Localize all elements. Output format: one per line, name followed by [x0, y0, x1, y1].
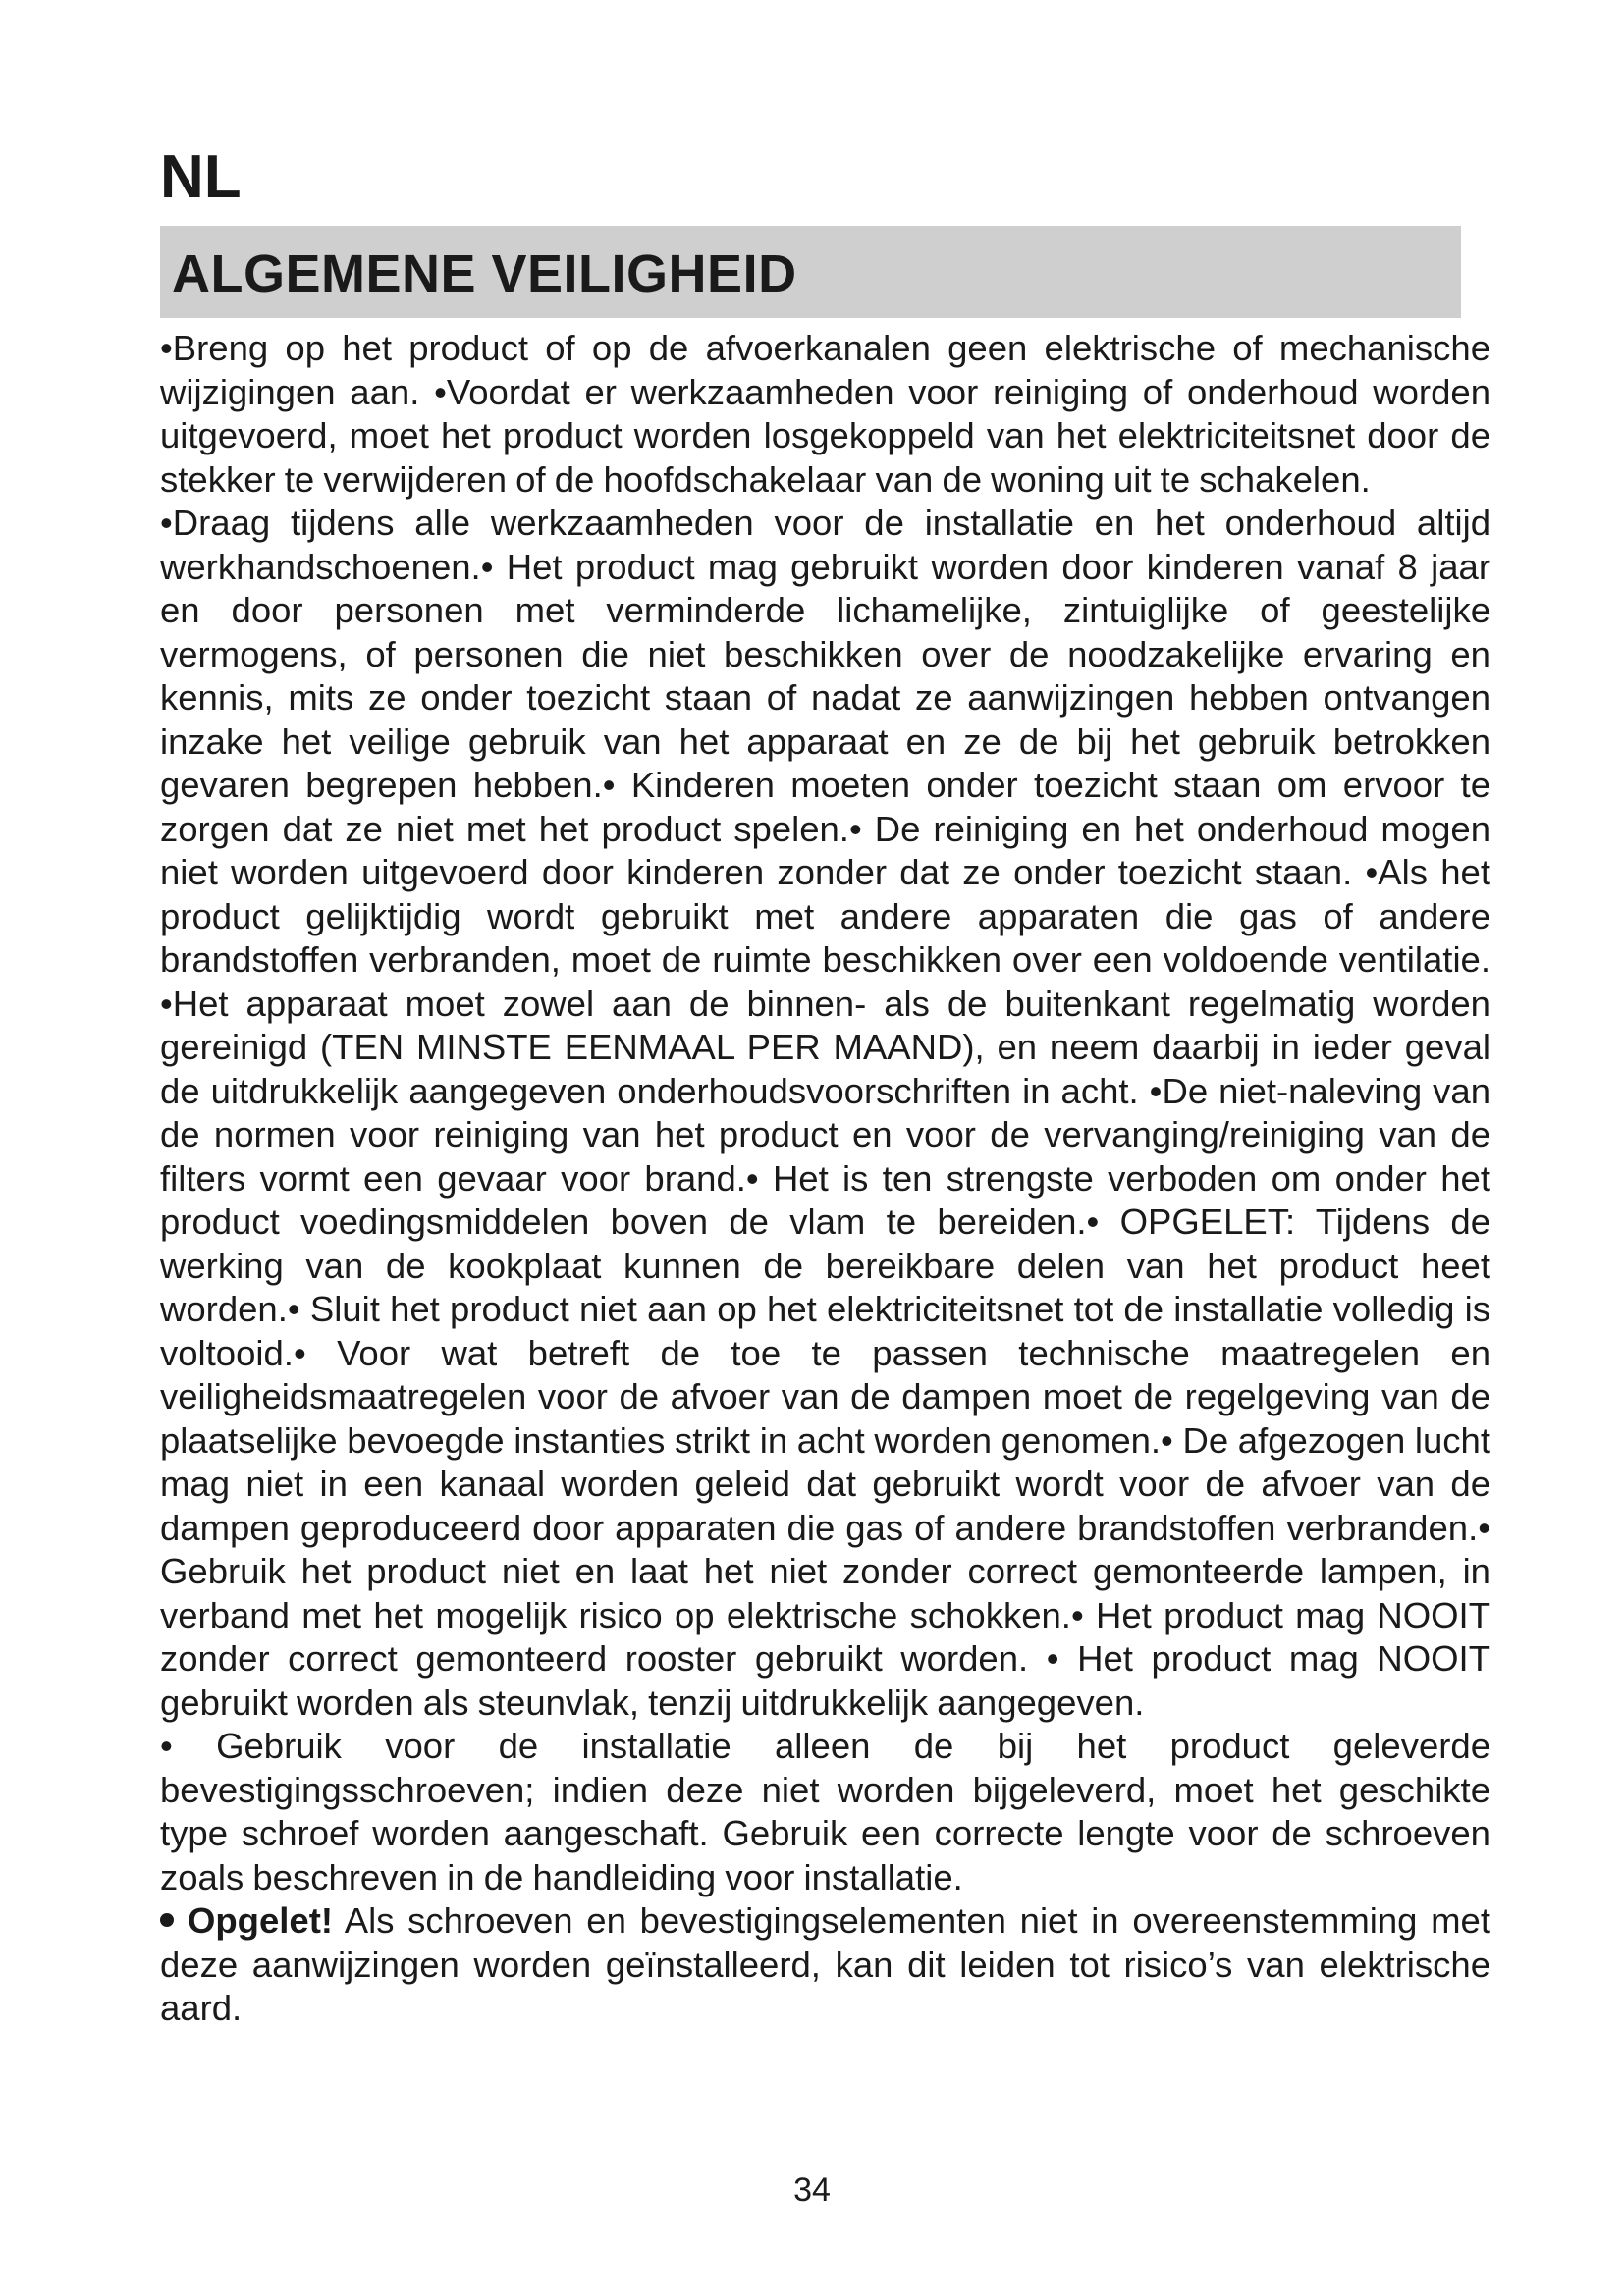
paragraph-installation-screws: • Gebruik voor de installatie alleen de bij het product geleverde bevestigingsschroeven; indien deze niet worden bijgeleverd, moet het geschikte type schroef worden aangeschaft. Gebruik een correcte lengte voor de schroeven zoals beschreven in de handleiding voor installatie. [160, 1726, 1490, 1897]
paragraph-general-safety: •Draag tijdens alle werkzaamheden voor de installatie en het onderhoud altijd werkhandschoenen.• Het product mag gebruikt worden door kinderen vanaf 8 jaar en door personen met verminderde lichamelijke, zintuiglijke of geestelijke vermogens, of personen die niet beschikken over de noodzakelijke ervaring en kennis, mits ze onder toezicht staan of nadat ze aanwijzingen hebben ontvangen inzake het veilige gebruik van het apparaat en ze de bij het gebruik betrokken gevaren begrepen hebben.• Kinderen moeten onder toezicht staan om ervoor te zorgen dat ze niet met het product spelen.• De reiniging en het onderhoud mogen niet worden uitgevoerd door kinderen zonder dat ze onder toezicht staan. •Als het product gelijktijdig wordt gebruikt met andere apparaten die gas of andere brandstoffen verbranden, moet de ruimte beschikken over een voldoende ventilatie. •Het apparaat moet zowel aan de binnen- als de buitenkant regelmatig worden gereinigd (TEN MINSTE EENMAAL PER MAAND), en neem daarbij in ieder geval de uitdrukkelijk aangegeven onderhoudsvoorschriften in acht. •De niet-naleving van de normen voor reiniging van het product en voor de vervanging/reiniging van de filters vormt een gevaar voor brand.• Het is ten strengste verboden om onder het product voedingsmiddelen boven de vlam te bereiden.• OPGELET: Tijdens de werking van de kookplaat kunnen de bereikbare delen van het product heet worden.• Sluit het product niet aan op het elektriciteitsnet tot de installatie volledig is voltooid.• Voor wat betreft de toe te passen technische maatregelen en veiligheidsmaatregelen voor de afvoer van de dampen moet de regelgeving van de plaatselijke bevoegde instanties strikt in acht worden genomen.• De afgezogen lucht mag niet in een kanaal worden geleid dat gebruikt wordt voor de afvoer van de dampen geproduceerd door apparaten die gas of andere brandstoffen verbranden.• Gebruik het product niet en laat het niet zonder correct gemonteerde lampen, in verband met het mogelijk risico op elektrische schokken.• Het product mag NOOIT zonder correct gemonteerd rooster gebruikt worden. • Het product mag NOOIT gebruikt worden als steunvlak, tenzij uitdrukkelijk aangegeven. [160, 503, 1490, 1723]
bullet-icon [160, 1913, 174, 1927]
page-number: 34 [793, 2171, 831, 2209]
paragraph-disconnect: •Breng op het product of op de afvoerkanalen geen elektrische of mechanische wijzigingen aan. •Voordat er werkzaamheden voor reiniging of onderhoud worden uitgevoerd, moet het product worden losgekoppeld van het elektriciteitsnet door de stekker te verwijderen of de hoofdschakelaar van de woning uit te schakelen. [160, 328, 1490, 500]
section-header-band [160, 226, 1461, 318]
section-title: ALGEMENE VEILIGHEID [172, 244, 797, 303]
language-code: NL [160, 143, 242, 211]
safety-text-body [160, 327, 1490, 2031]
paragraph-warning [160, 1899, 1490, 2031]
warning-text: Als schroeven en bevestigingselementen niet in overeenstemming met deze aanwijzingen worden geïnstalleerd, kan dit leiden tot risico’s van elektrische aard. [160, 1900, 1490, 2028]
warning-label: Opgelet! [188, 1900, 334, 1941]
